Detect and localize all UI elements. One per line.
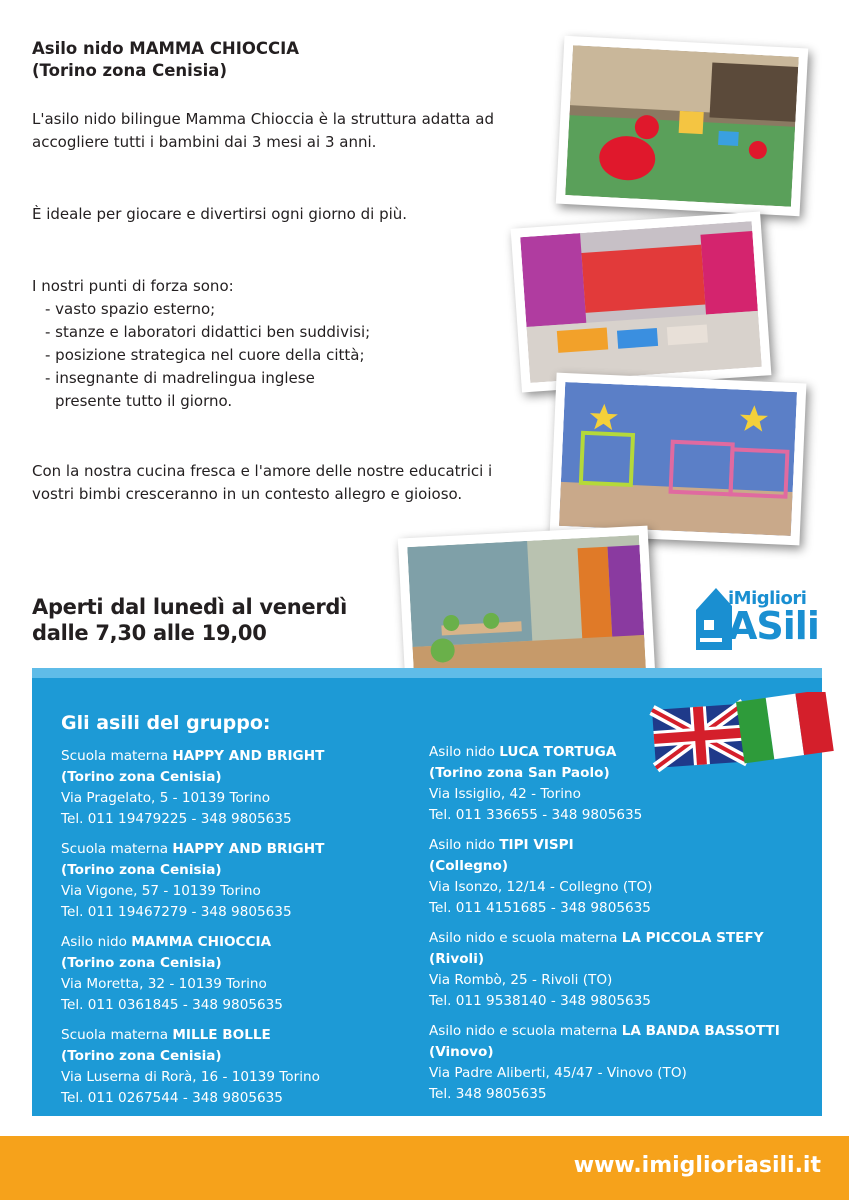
school-address: Via Rombò, 25 - Rivoli (TO): [429, 972, 613, 988]
school-tel: Tel. 011 19467279 - 348 9805635: [61, 904, 292, 920]
uk-flag-icon: [652, 704, 748, 768]
logo-top-text: iMigliori: [728, 588, 807, 609]
school-name: LA BANDA BASSOTTI: [621, 1023, 780, 1039]
school-entry: [429, 1021, 799, 1105]
school-address: Via Issiglio, 42 - Torino: [429, 786, 581, 802]
school-zone: (Torino zona Cenisia): [61, 769, 222, 785]
school-entry: [429, 928, 799, 1012]
school-tel: Tel. 348 9805635: [429, 1086, 547, 1102]
school-type: Asilo nido: [429, 744, 500, 760]
school-zone: (Torino zona Cenisia): [61, 1048, 222, 1064]
school-type: Asilo nido e scuola materna: [429, 1023, 622, 1039]
opening-hours: [32, 594, 347, 646]
school-address: Via Isonzo, 12/14 - Collegno (TO): [429, 879, 653, 895]
school-name: HAPPY AND BRIGHT: [172, 841, 325, 857]
school-type: Asilo nido: [61, 934, 132, 950]
strength-item: - insegnante di madrelingua inglese: [45, 369, 315, 387]
italy-flag-icon: [736, 692, 834, 763]
title-line1: Asilo nido MAMMA CHIOCCIA: [32, 39, 300, 58]
intro-paragraph-3: Con la nostra cucina fresca e l'amore delle nostre educatrici i vostri bimbi cresceranno in un contesto allegro e gioioso.: [32, 462, 493, 503]
photo-classroom: [511, 211, 772, 392]
group-title: Gli asili del gruppo:: [61, 712, 271, 734]
strength-item: - stanze e laboratori didattici ben suddivisi;: [45, 323, 371, 341]
school-zone: (Vinovo): [429, 1044, 494, 1060]
hours-line1: Aperti dal lunedì al venerdì: [32, 595, 348, 619]
house-icon: [692, 580, 732, 650]
strengths-list: [32, 275, 452, 413]
footer: [0, 1136, 849, 1200]
school-zone: (Collegno): [429, 858, 509, 874]
school-type: Scuola materna: [61, 1027, 173, 1043]
title-line2: (Torino zona Cenisia): [32, 61, 227, 80]
school-address: Via Moretta, 32 - 10139 Torino: [61, 976, 267, 992]
school-zone: (Rivoli): [429, 951, 485, 967]
school-zone: (Torino zona Cenisia): [61, 955, 222, 971]
intro-paragraph-2: È ideale per giocare e divertirsi ogni giorno di più.: [32, 205, 408, 223]
school-name: MILLE BOLLE: [172, 1027, 271, 1043]
schools-column-right: [429, 742, 799, 1114]
logo: [692, 580, 822, 654]
school-name: TIPI VISPI: [499, 837, 574, 853]
school-type: Asilo nido e scuola materna: [429, 930, 622, 946]
school-type: Scuola materna: [61, 748, 173, 764]
school-entry: [61, 746, 411, 830]
school-name: HAPPY AND BRIGHT: [172, 748, 325, 764]
school-tel: Tel. 011 336655 - 348 9805635: [429, 807, 643, 823]
school-zone: (Torino zona Cenisia): [61, 862, 222, 878]
school-name: LUCA TORTUGA: [499, 744, 617, 760]
school-name: MAMMA CHIOCCIA: [131, 934, 272, 950]
page-title: [32, 38, 299, 82]
strengths-title: I nostri punti di forza sono:: [32, 277, 234, 295]
school-tel: Tel. 011 19479225 - 348 9805635: [61, 811, 292, 827]
schools-column-left: [61, 746, 411, 1118]
school-entry: [61, 839, 411, 923]
intro-paragraph-1: L'asilo nido bilingue Mamma Chioccia è la struttura adatta ad accogliere tutti i bambini dai 3 mesi ai 3 anni.: [32, 110, 494, 151]
website-link[interactable]: www.imiglioriasili.it: [573, 1153, 821, 1178]
strength-item: - posizione strategica nel cuore della città;: [45, 346, 365, 364]
school-zone: (Torino zona San Paolo): [429, 765, 610, 781]
photo-playground: [556, 36, 808, 217]
school-address: Via Vigone, 57 - 10139 Torino: [61, 883, 261, 899]
school-entry: [429, 835, 799, 919]
school-address: Via Luserna di Rorà, 16 - 10139 Torino: [61, 1069, 320, 1085]
school-entry: [61, 932, 411, 1016]
flags: [648, 692, 838, 782]
school-tel: Tel. 011 0361845 - 348 9805635: [61, 997, 283, 1013]
logo-bottom-text: ASili: [728, 604, 819, 648]
school-type: Asilo nido: [429, 837, 500, 853]
hours-line2: dalle 7,30 alle 19,00: [32, 621, 267, 645]
school-name: LA PICCOLA STEFY: [621, 930, 764, 946]
school-tel: Tel. 011 4151685 - 348 9805635: [429, 900, 651, 916]
strength-item: - vasto spazio esterno;: [45, 300, 216, 318]
school-type: Scuola materna: [61, 841, 173, 857]
school-address: Via Pragelato, 5 - 10139 Torino: [61, 790, 271, 806]
school-tel: Tel. 011 9538140 - 348 9805635: [429, 993, 651, 1009]
photo-cribs: [550, 373, 807, 546]
school-tel: Tel. 011 0267544 - 348 9805635: [61, 1090, 283, 1106]
strength-item: presente tutto il giorno.: [55, 392, 233, 410]
school-address: Via Padre Aliberti, 45/47 - Vinovo (TO): [429, 1065, 687, 1081]
school-entry: [61, 1025, 411, 1109]
